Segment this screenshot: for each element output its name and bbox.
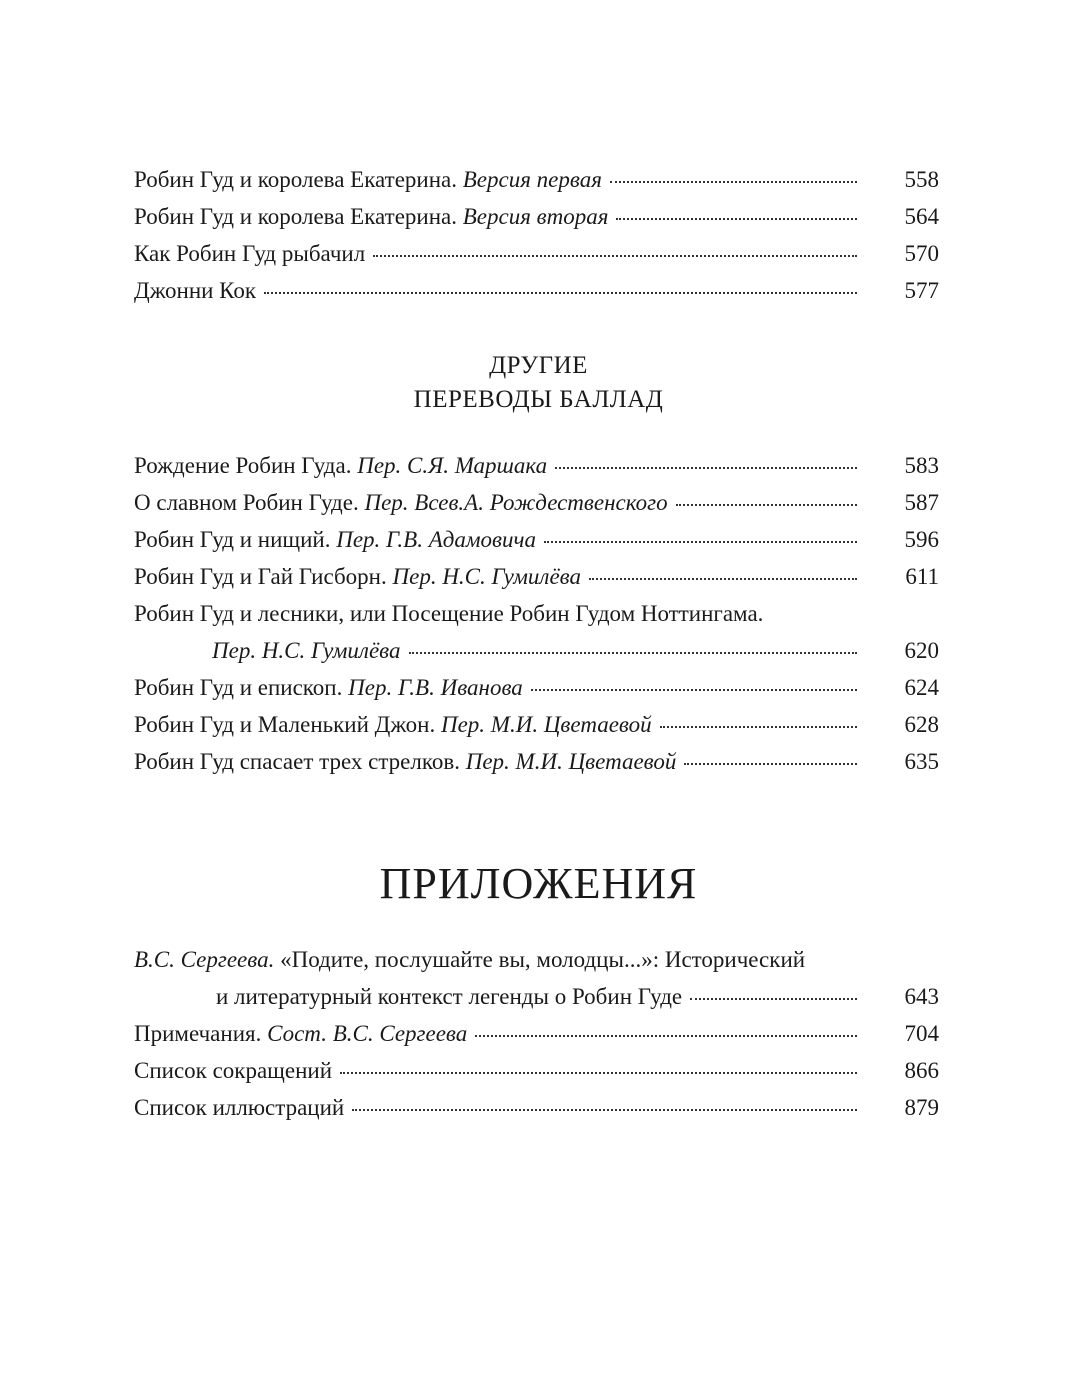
dot-leader <box>684 762 857 765</box>
page-number: 624 <box>904 675 939 700</box>
page-number: 635 <box>904 749 939 774</box>
entry-subtitle: Версия первая <box>462 167 602 192</box>
dot-leader <box>555 466 857 469</box>
toc-block-ballads-end <box>134 161 939 309</box>
toc-entry[interactable] <box>134 743 939 780</box>
entry-translator: Пер. М.И. Цветаевой <box>465 749 677 774</box>
entry-title: Робин Гуд и лесники, или Посещение Робин Гудом Ноттингама. <box>134 601 764 626</box>
page-number: 577 <box>904 278 939 303</box>
appendices-heading: ПРИЛОЖЕНИЯ <box>379 859 698 908</box>
page-number: 583 <box>904 453 939 478</box>
toc-entry[interactable] <box>134 1015 939 1052</box>
dot-leader <box>340 1071 857 1074</box>
page-number: 866 <box>904 1058 939 1083</box>
entry-translator: Пер. Г.В. Адамовича <box>336 527 537 552</box>
dot-leader <box>475 1034 857 1037</box>
toc-entry-multiline-start[interactable] <box>134 595 939 632</box>
page-number: 570 <box>904 241 939 266</box>
toc-entry[interactable] <box>134 1052 939 1089</box>
dot-leader <box>264 291 857 294</box>
page-number: 558 <box>904 167 939 192</box>
toc-entry[interactable] <box>134 1089 939 1126</box>
dot-leader <box>544 540 857 543</box>
dot-leader <box>531 688 857 691</box>
page-number: 879 <box>904 1095 939 1120</box>
toc-entry-multiline-start[interactable] <box>134 941 939 978</box>
entry-author: В.С. Сергеева. <box>134 947 281 972</box>
entry-title: Джонни Кок <box>134 278 257 303</box>
entry-title: Робин Гуд и королева Екатерина. <box>134 167 463 192</box>
toc-entry[interactable] <box>134 669 939 706</box>
toc-entry[interactable] <box>134 447 939 484</box>
entry-compiler: Сост. В.С. Сергеева <box>267 1021 468 1046</box>
toc-entry-multiline-end[interactable] <box>134 978 939 1015</box>
entry-title: Робин Гуд спасает трех стрелков. <box>134 749 466 774</box>
page-number: 704 <box>904 1021 939 1046</box>
dot-leader <box>676 503 857 506</box>
toc-entry[interactable] <box>134 484 939 521</box>
toc-block-other-translations <box>134 447 939 780</box>
entry-translator: Пер. Г.В. Иванова <box>348 675 523 700</box>
toc-entry[interactable] <box>134 521 939 558</box>
entry-title: Робин Гуд и нищий. <box>134 527 337 552</box>
page-number: 564 <box>904 204 939 229</box>
entry-title: Рождение Робин Гуда. <box>134 453 358 478</box>
page-number: 628 <box>904 712 939 737</box>
entry-translator: Пер. Всев.А. Рождественского <box>364 490 668 515</box>
dot-leader <box>352 1108 857 1111</box>
entry-subtitle: Версия вторая <box>462 204 609 229</box>
entry-title: Список сокращений <box>134 1058 333 1083</box>
page-number: 620 <box>904 638 939 663</box>
entry-title: Как Робин Гуд рыбачил <box>134 241 366 266</box>
entry-translator: Пер. Н.С. Гумилёва <box>212 638 401 663</box>
entry-title: «Подите, послушайте вы, молодцы...»: Исторический <box>280 947 806 972</box>
toc-entry[interactable] <box>134 198 939 235</box>
toc-entry[interactable] <box>134 161 939 198</box>
dot-leader <box>616 217 857 220</box>
entry-title: и литературный контекст легенды о Робин Гуде <box>216 984 683 1009</box>
page-number: 596 <box>904 527 939 552</box>
page-number: 587 <box>904 490 939 515</box>
page-number: 611 <box>905 564 939 589</box>
entry-translator: Пер. С.Я. Маршака <box>357 453 548 478</box>
section-heading-line1: ДРУГИЕ <box>489 352 588 379</box>
toc-entry[interactable] <box>134 706 939 743</box>
entry-title: О славном Робин Гуде. <box>134 490 365 515</box>
toc-entry[interactable] <box>134 235 939 272</box>
entry-title: Робин Гуд и Гай Гисборн. <box>134 564 393 589</box>
entry-title: Робин Гуд и Маленький Джон. <box>134 712 441 737</box>
entry-title: Робин Гуд и королева Екатерина. <box>134 204 463 229</box>
dot-leader <box>409 651 858 654</box>
entry-translator: Пер. Н.С. Гумилёва <box>392 564 581 589</box>
entry-title: Примечания. <box>134 1021 268 1046</box>
entry-title: Робин Гуд и епископ. <box>134 675 349 700</box>
toc-entry-multiline-end[interactable] <box>134 632 939 669</box>
toc-entry[interactable] <box>134 272 939 309</box>
dot-leader <box>690 997 857 1000</box>
dot-leader <box>610 180 857 183</box>
dot-leader <box>589 577 857 580</box>
toc-block-appendices <box>134 941 939 1126</box>
entry-translator: Пер. М.И. Цветаевой <box>440 712 652 737</box>
entry-title: Список иллюстраций <box>134 1095 345 1120</box>
section-heading-line2: ПЕРЕВОДЫ БАЛЛАД <box>413 386 664 413</box>
toc-entry[interactable] <box>134 558 939 595</box>
dot-leader <box>373 254 857 257</box>
page-number: 643 <box>904 984 939 1009</box>
dot-leader <box>660 725 857 728</box>
